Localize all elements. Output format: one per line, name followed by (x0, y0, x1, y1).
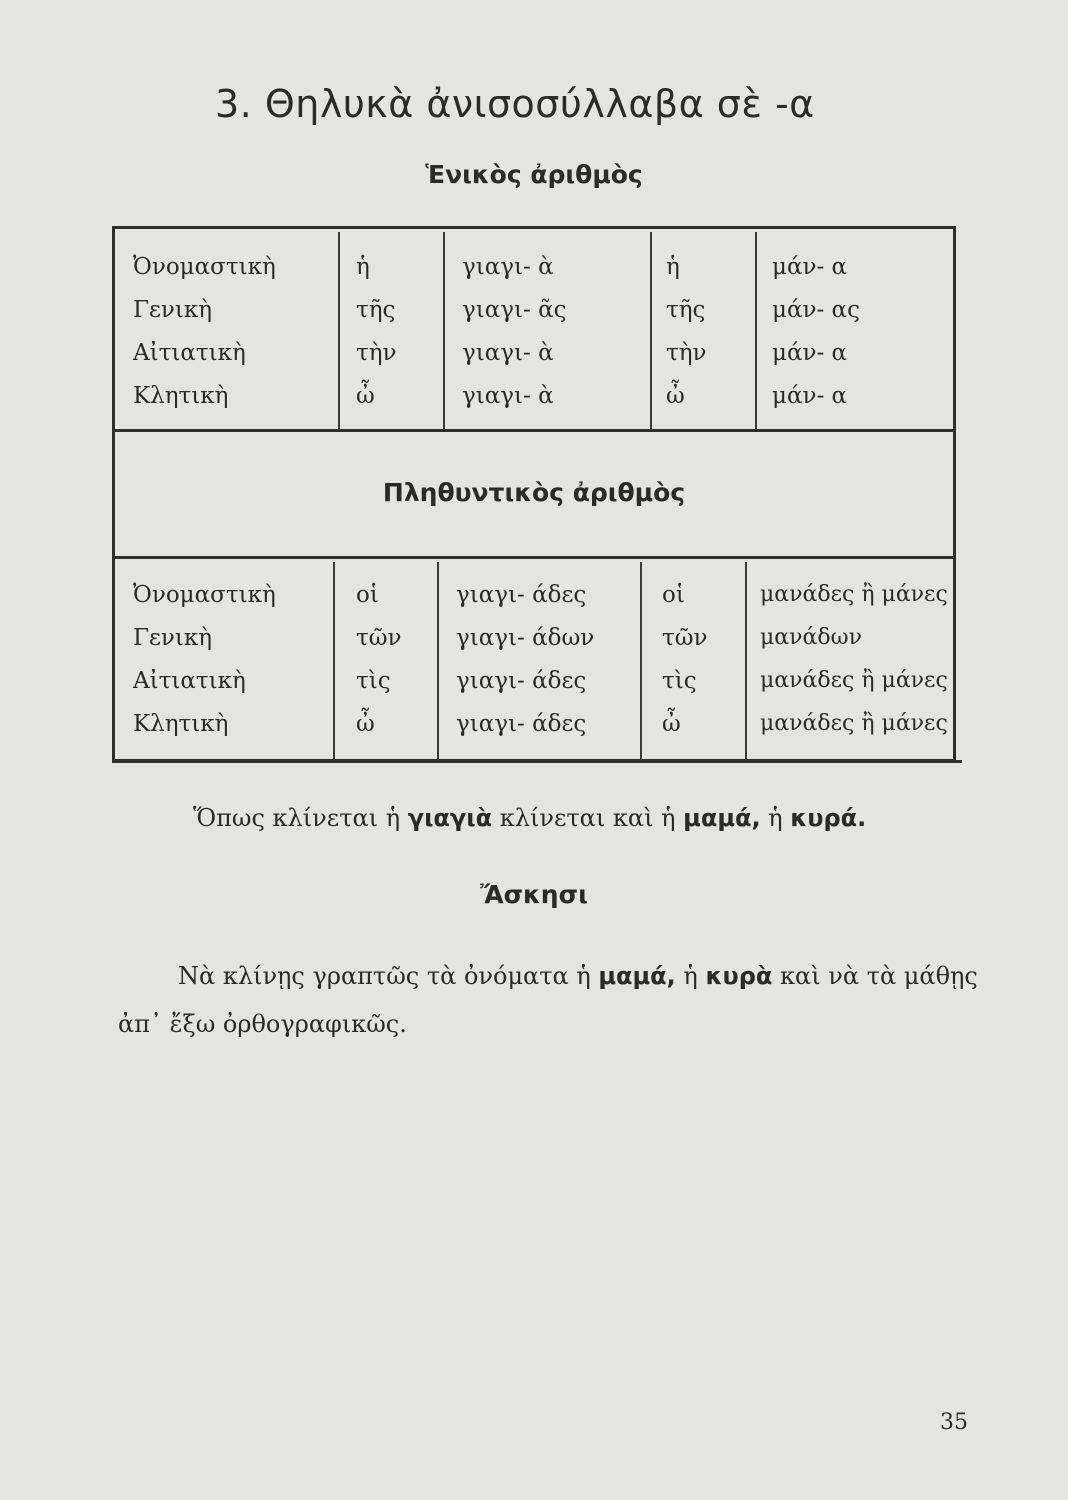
article: ἡ (666, 254, 680, 280)
case-name: Ὀνομαστικὴ (133, 582, 276, 608)
article: ὦ (356, 383, 375, 409)
noun-form: μάν- α (772, 340, 848, 366)
column-divider (650, 232, 652, 429)
column-divider (745, 562, 747, 760)
article: ὦ (662, 711, 681, 737)
article: οἱ (356, 582, 379, 608)
exercise-bold-word: μαμά, (598, 962, 676, 990)
noun-form: μανάδες ἢ μάνες (760, 582, 948, 607)
singular-heading: Ἑνικὸς ἀριθμὸς (425, 160, 643, 189)
section-title: 3. Θηλυκὰ ἀνισοσύλλαβα σὲ -α (215, 82, 815, 126)
column-divider (755, 232, 757, 429)
article: τῶν (662, 625, 708, 651)
case-name: Γενικὴ (133, 297, 213, 323)
note-bold-word: γιαγιὰ (407, 804, 493, 832)
noun-form: μανάδες ἢ μάνες (760, 668, 948, 693)
article: ἡ (356, 254, 370, 280)
article: τῆς (666, 297, 706, 323)
article: τὶς (662, 668, 697, 694)
note-text: Ὅπως κλίνεται ἡ (193, 804, 408, 832)
exercise-bold-word: κυρὰ (705, 962, 773, 990)
article: οἱ (662, 582, 685, 608)
column-divider (437, 562, 439, 760)
article: ὦ (356, 711, 375, 737)
noun-form: γιαγι- ὰ (462, 383, 554, 409)
exercise-title: Ἄσκησι (480, 880, 588, 909)
noun-form: γιαγι- ὰ (462, 254, 554, 280)
table-divider (112, 556, 956, 559)
noun-form: μάν- α (772, 383, 848, 409)
noun-form: γιαγι- άδες (456, 582, 587, 608)
noun-form: γιαγι- ὰ (462, 340, 554, 366)
exercise-text-part: ἡ (675, 962, 706, 990)
noun-form: μανάδες ἢ μάνες (760, 711, 948, 736)
note-bold-word: μαμά, (683, 804, 761, 832)
note-bold-word: κυρά. (790, 804, 867, 832)
article: τῆς (356, 297, 396, 323)
noun-form: μάν- α (772, 254, 848, 280)
article: ὦ (666, 383, 685, 409)
case-name: Κλητικὴ (133, 383, 229, 409)
column-divider (640, 562, 642, 760)
article: τὴν (356, 340, 397, 366)
case-name: Γενικὴ (133, 625, 213, 651)
column-divider (338, 232, 340, 429)
page-number: 35 (940, 1410, 968, 1435)
note-text: ἡ (760, 804, 791, 832)
noun-form: γιαγι- άδες (456, 668, 587, 694)
noun-form: μανάδων (760, 625, 862, 650)
noun-form: γιαγι- άδες (456, 711, 587, 737)
case-name: Ὀνομαστικὴ (133, 254, 276, 280)
article: τῶν (356, 625, 402, 651)
exercise-text (118, 952, 978, 1048)
table-divider (112, 429, 956, 432)
note-text: κλίνεται καὶ ἡ (492, 804, 684, 832)
table-bottom-rule (112, 760, 962, 763)
case-name: Αἰτιατικὴ (133, 668, 246, 694)
noun-form: μάν- ας (772, 297, 860, 323)
noun-form: γιαγι- ᾶς (462, 297, 567, 323)
declension-note (193, 804, 866, 832)
column-divider (443, 232, 445, 429)
exercise-text-part: καὶ νὰ τὰ μάθῃς ἀπ᾿ ἔξω ὀρθογραφικῶς. (118, 962, 978, 1038)
column-divider (333, 562, 335, 760)
exercise-text-part: Νὰ κλίνῃς γραπτῶς τὰ ὀνόματα ἡ (178, 962, 599, 990)
noun-form: γιαγι- άδων (456, 625, 595, 651)
case-name: Κλητικὴ (133, 711, 229, 737)
plural-heading: Πληθυντικὸς ἀριθμὸς (382, 478, 686, 507)
article: τὴν (666, 340, 707, 366)
article: τὶς (356, 668, 391, 694)
case-name: Αἰτιατικὴ (133, 340, 246, 366)
